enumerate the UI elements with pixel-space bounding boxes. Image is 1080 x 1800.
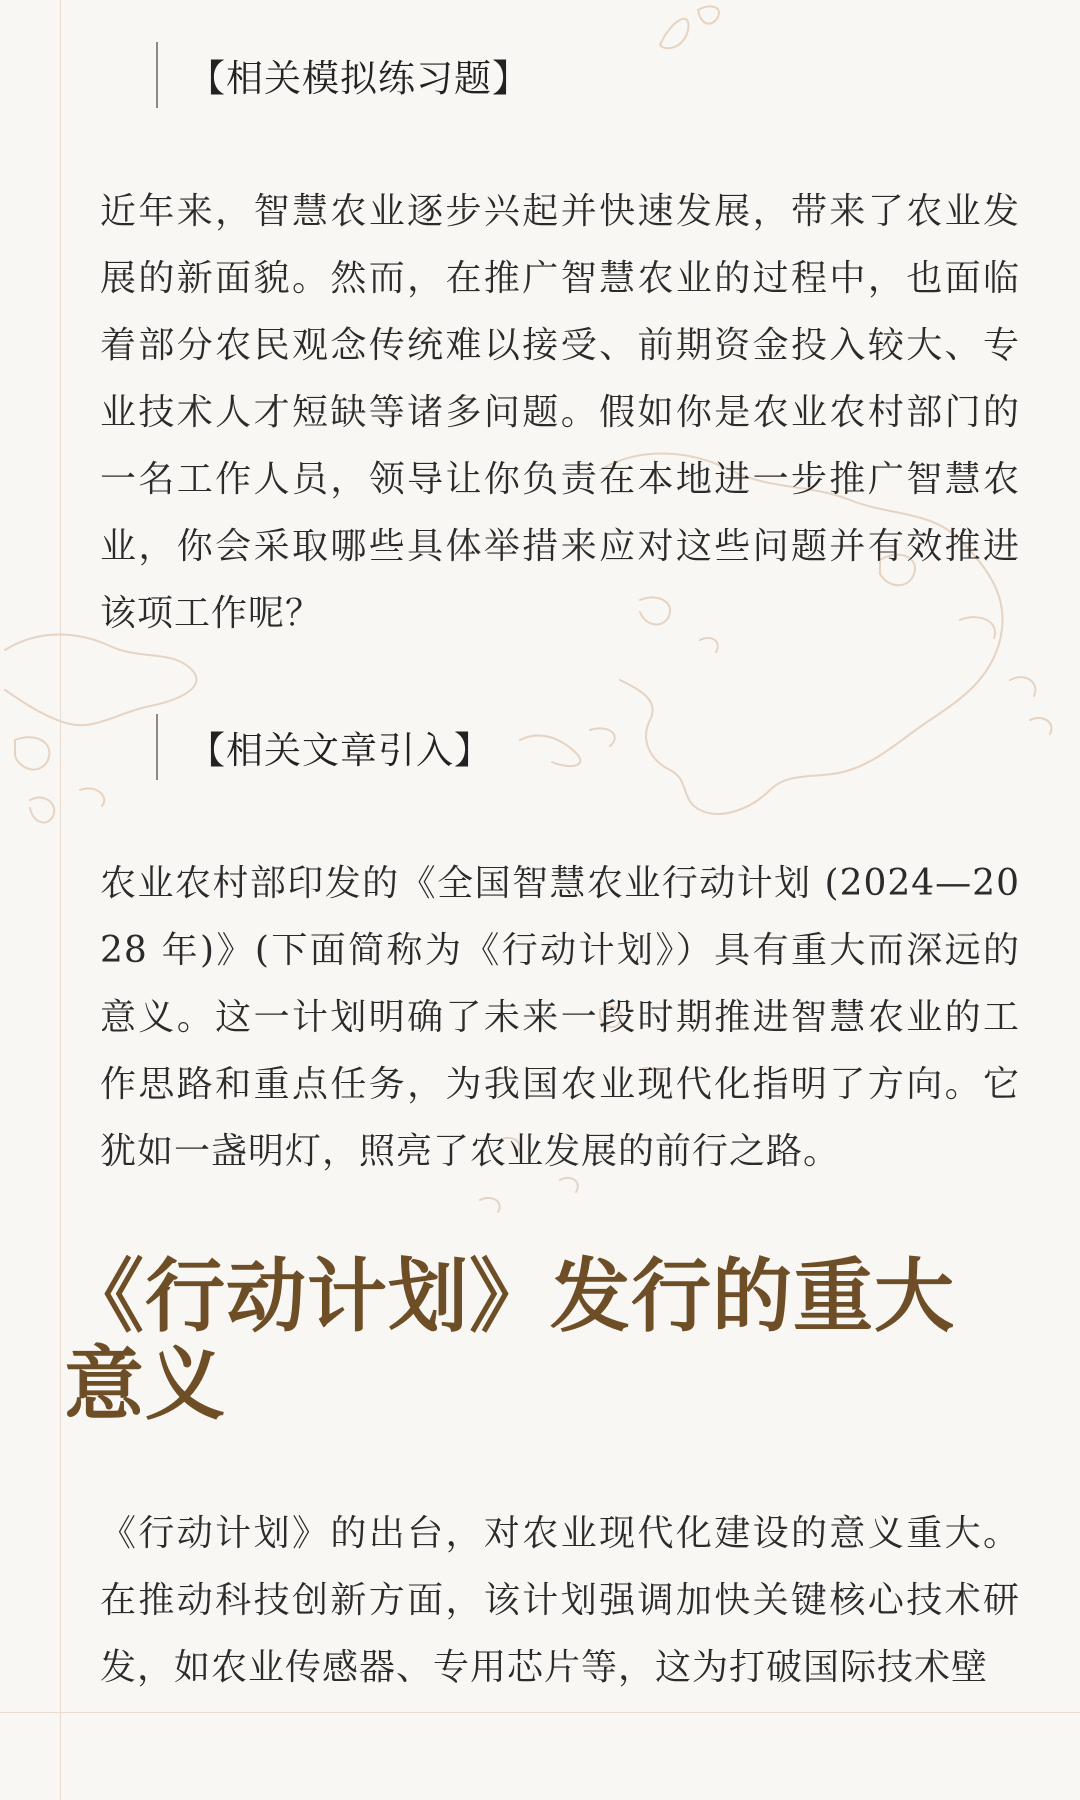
article-intro-paragraph: 农业农村部印发的《全国智慧农业行动计划 (2024—2028 年)》(下面简称为《行动计划》）具有重大而深远的意义。这一计划明确了未来一段时期推进智慧农业的工作思路和重点任务，为我国农业现代化指明了方向。它犹如一盏明灯，照亮了农业发展的前行之路。 [100, 863, 1020, 1172]
main-section-paragraph: 《行动计划》的出台，对农业现代化建设的意义重大。在推动科技创新方面，该计划强调加快关键核心技术研发，如农业传感器、专用芯片等，这为打破国际技术壁 [100, 1513, 1020, 1688]
practice-question-paragraph: 近年来，智慧农业逐步兴起并快速发展，带来了农业发展的新面貌。然而，在推广智慧农业的过程中，也面临着部分农民观念传统难以接受、前期资金投入较大、专业技术人才短缺等诸多问题。假如你是农业农村部门的一名工作人员，领导让你负责在本地进一步推广智慧农业，你会采取哪些具体举措来应对这些问题并有效推进该项工作呢？ [100, 191, 1020, 634]
main-section-title: 《行动计划》发行的重大意义 [64, 1249, 955, 1431]
practice-section-heading: 【相关模拟练习题】 [156, 42, 530, 108]
article-section-heading: 【相关文章引入】 [156, 714, 492, 780]
